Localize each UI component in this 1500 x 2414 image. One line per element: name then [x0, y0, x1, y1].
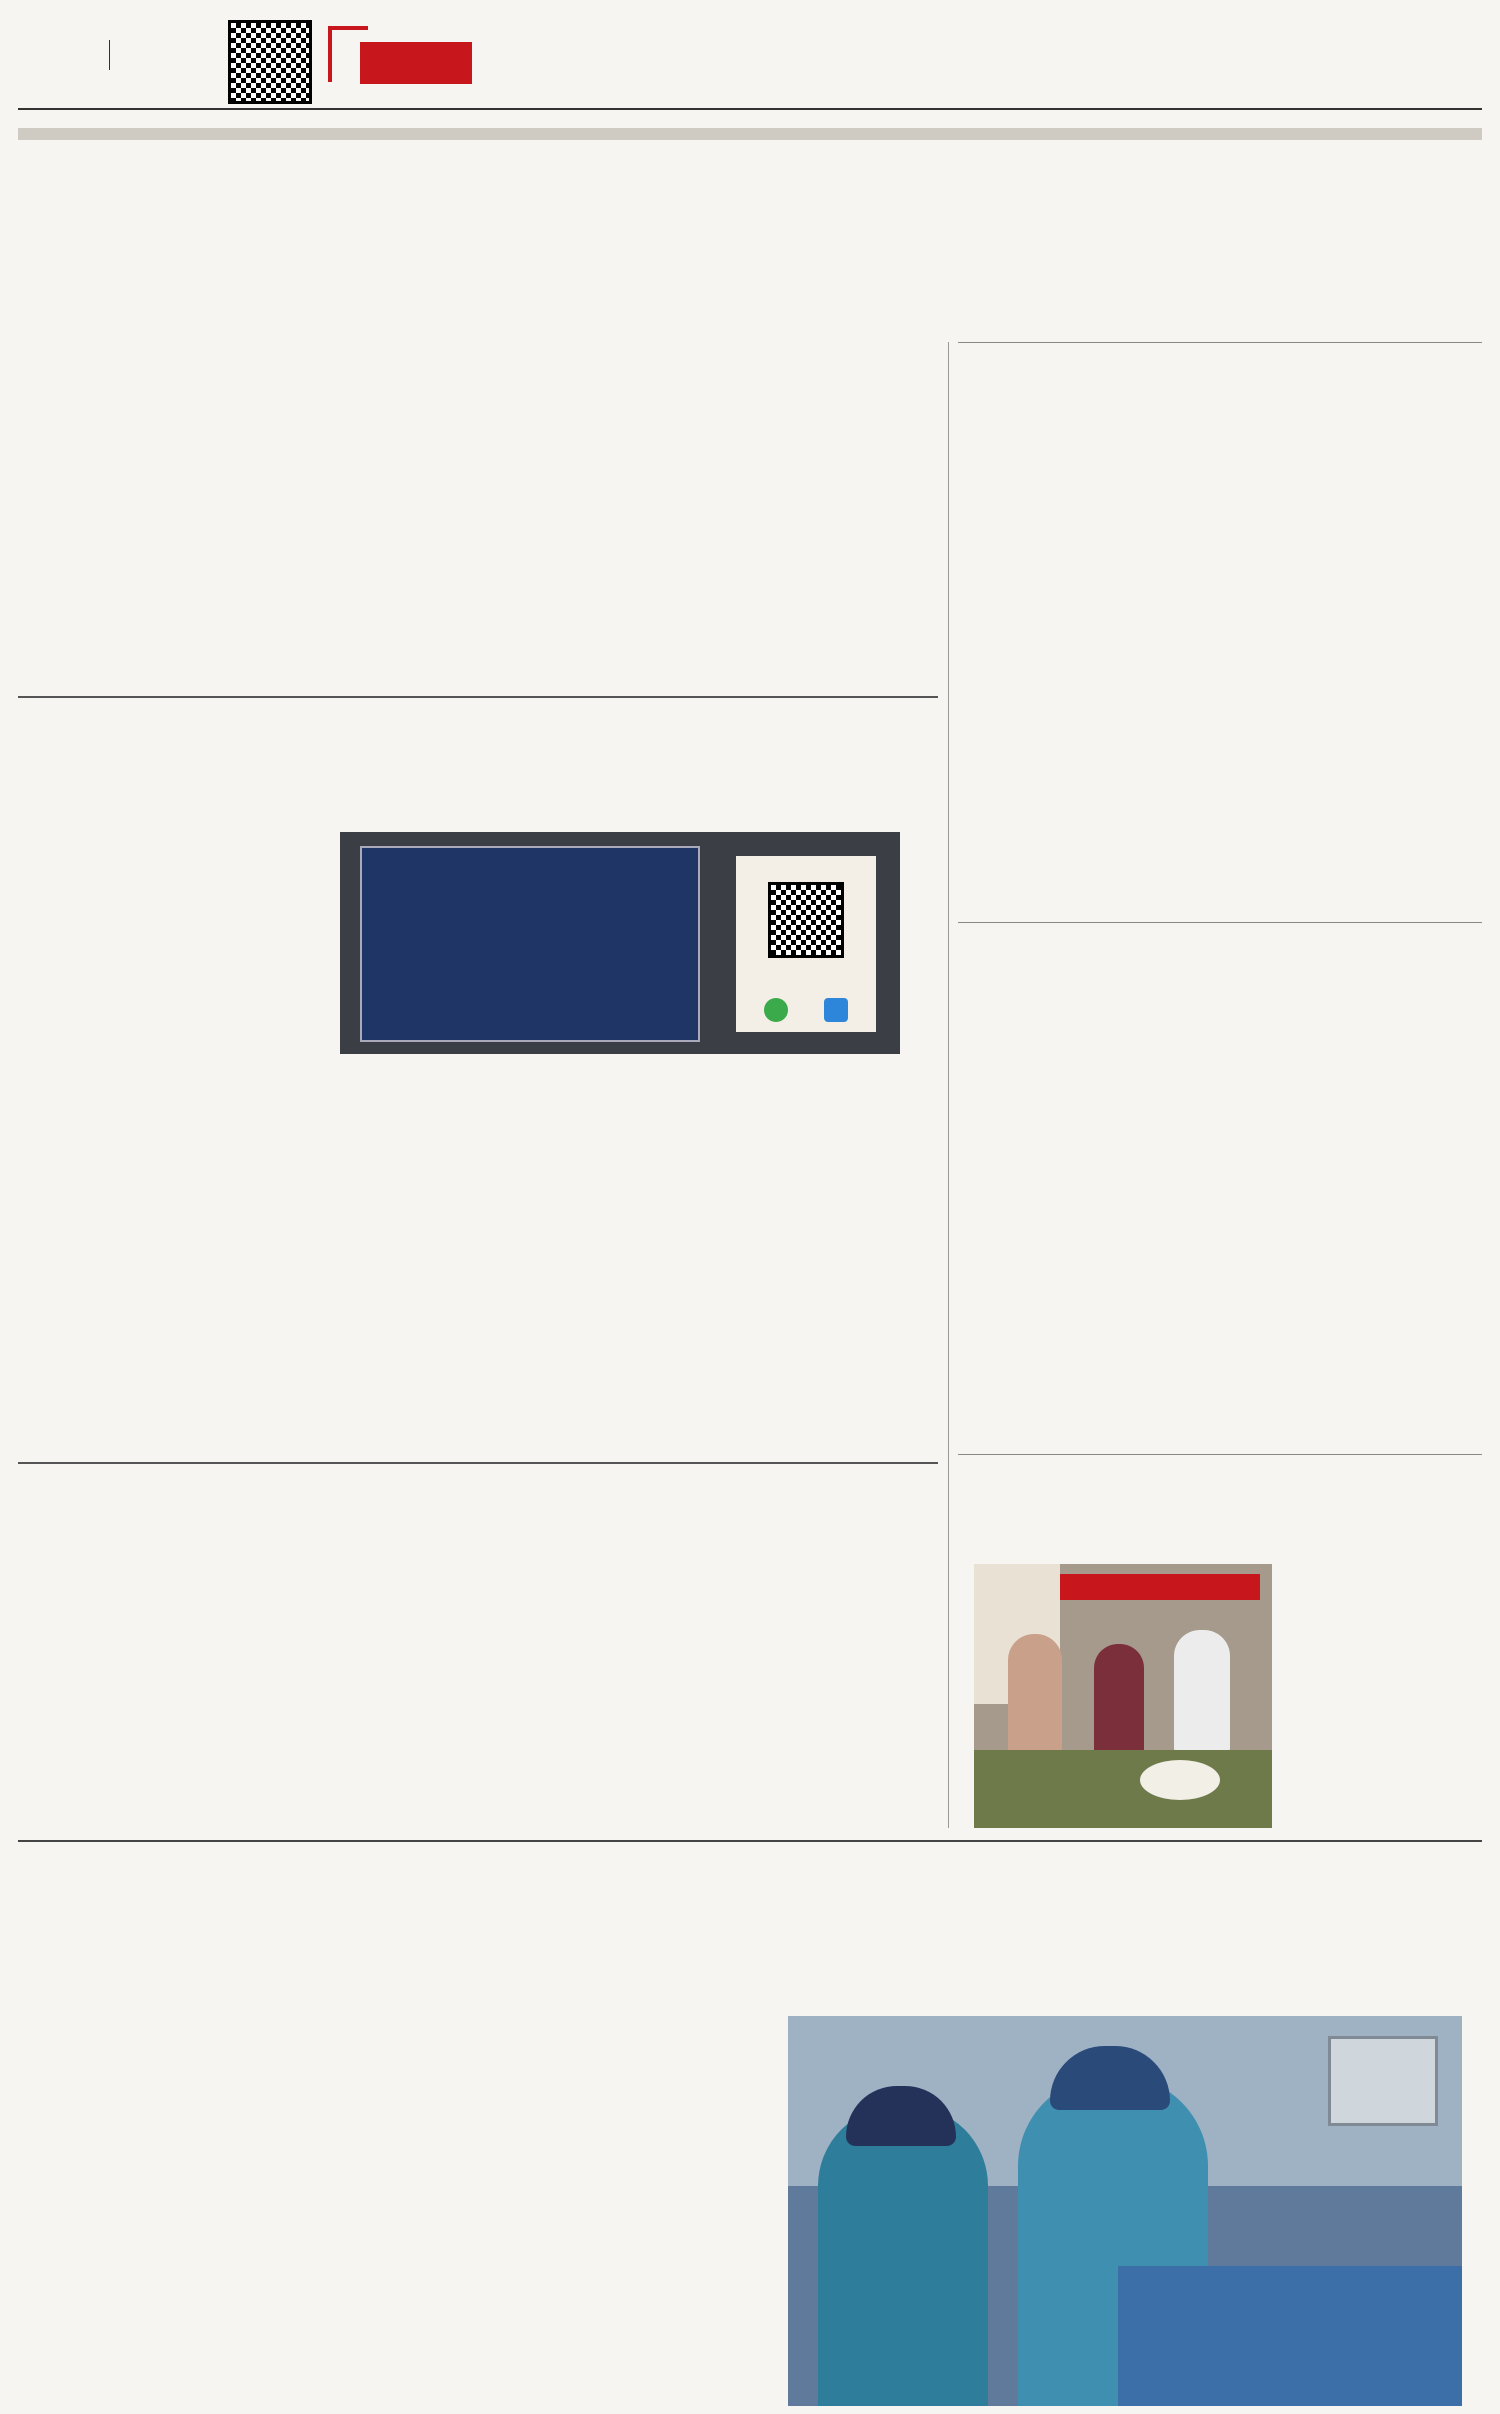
- person-figure: [1008, 1634, 1062, 1754]
- rice-bowl: [1140, 1760, 1220, 1800]
- article-weather-col-1: [974, 462, 1210, 910]
- divider-right-2: [958, 922, 1482, 923]
- article-dragon-boat-col-3: [626, 1594, 902, 1830]
- masthead-divider: [109, 40, 110, 70]
- parking-qr-code: [768, 882, 844, 958]
- article-hospital-col-1: [76, 2010, 382, 2406]
- divider-right-3: [958, 1454, 1482, 1455]
- article-dragon-boat-col-1: [28, 1594, 304, 1830]
- person-figure: [1174, 1630, 1230, 1754]
- surgeon-figure: [818, 2106, 988, 2406]
- ultrasound-machine: [1328, 2036, 1438, 2126]
- masthead-rule-thick: [18, 128, 1482, 140]
- article-subsidy-col-3: [630, 344, 906, 660]
- divider-horizontal-1: [18, 696, 938, 698]
- zongzi-table: [974, 1750, 1272, 1828]
- wechat-icon: [764, 998, 788, 1022]
- article-mining-text: [1282, 1578, 1466, 1778]
- parking-sign: [360, 846, 700, 1042]
- article-parking-col-2: [330, 1090, 606, 1452]
- article-coffee-col-2: [1230, 1042, 1466, 1442]
- surgery-photo: [788, 2016, 1462, 2406]
- person-figure: [1094, 1644, 1144, 1756]
- mining-event-photo: [974, 1564, 1272, 1828]
- masthead-rule: [18, 108, 1482, 110]
- section-tag-frame-top: [328, 26, 368, 30]
- surgical-drape: [1118, 2266, 1462, 2406]
- article-subsidy-col-2: [330, 344, 606, 660]
- article-parking-col-1: [28, 832, 320, 1452]
- article-coffee-col-1: [974, 1042, 1210, 1442]
- qr-payment-board: [736, 856, 876, 1032]
- alipay-icon: [824, 998, 848, 1022]
- section-tag: [360, 42, 472, 84]
- article-weather-col-2: [1230, 462, 1466, 910]
- section-tag-frame: [328, 26, 332, 82]
- parking-photo: [340, 832, 900, 1054]
- masthead-qr-code[interactable]: [228, 20, 312, 104]
- divider-horizontal-2: [18, 1462, 938, 1464]
- article-hospital-col-2: [406, 2010, 746, 2366]
- article-dragon-boat-col-2: [330, 1594, 606, 1830]
- article-subsidy-col-1: [28, 344, 304, 660]
- divider-vertical-main: [948, 342, 949, 1828]
- article-parking-col-3: [626, 1090, 902, 1452]
- event-banner: [1060, 1574, 1260, 1600]
- divider-right-top: [958, 342, 1482, 343]
- divider-horizontal-3: [18, 1840, 1482, 1842]
